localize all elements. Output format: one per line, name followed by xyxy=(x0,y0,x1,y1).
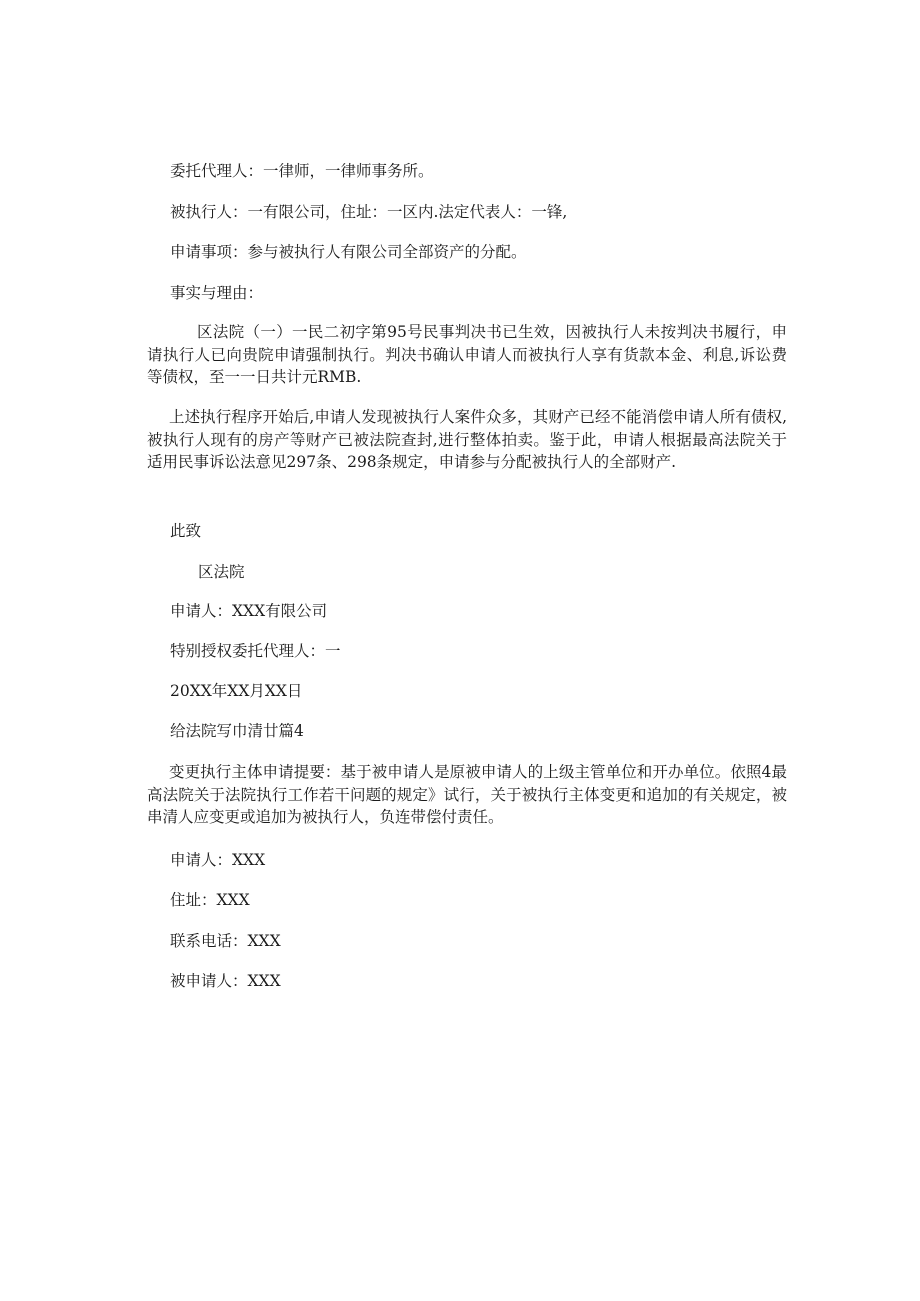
facts-heading: 事实与理由： xyxy=(170,284,264,302)
addressee-line: 区法院 xyxy=(198,563,245,581)
change-paragraph: 变更执行主体申请提要：基于被申请人是原被申请人的上级主管单位和开办单位。依照4最高法院关于法院执行工作若干问题的规定》试行，关于被执行主体变更和追加的有关规定，被串清人应变更或追加为被执行人，负连带偿付责任。 xyxy=(147,763,787,826)
facts-paragraph-2: 上述执行程序开始后,申请人发现被执行人案件众多，其财产已经不能消偿申请人所有债权,被执行人现有的房产等财产已被法院查封,进行整体拍卖。鉴于此，申请人根据最高法院关于适用民事诉讼法意见297条、298条规定，申请参与分配被执行人的全部财产. xyxy=(147,408,787,471)
address-line: 住址：XXX xyxy=(170,891,250,909)
applicant-2-line: 申请人：XXX xyxy=(170,851,266,869)
agent-line: 委托代理人：一律师，一律师事务所。 xyxy=(170,162,434,180)
special-agent-line: 特别授权委托代理人：一 xyxy=(170,642,341,660)
date-line: 20XX年XX月XX日 xyxy=(170,682,303,700)
section-title: 给法院写巾清廿篇4 xyxy=(170,722,304,740)
respondent-line: 被执行人：一有限公司，住址：一区内.法定代表人：一锋, xyxy=(170,203,568,221)
request-item-line: 申请事项：参与被执行人有限公司全部资产的分配。 xyxy=(170,243,527,261)
facts-paragraph-1: 区法院（一）一民二初字第95号民事判决书已生效，因被执行人未按判决书履行，申请执行人已向贵院申请强制执行。判决书确认申请人而被执行人享有货款本金、利息,诉讼费等债权，至一一日共计元RMB. xyxy=(147,323,787,386)
respondent-2-line: 被申请人：XXX xyxy=(170,972,281,990)
phone-line: 联系电话：XXX xyxy=(170,932,281,950)
applicant-line: 申请人：XXX有限公司 xyxy=(170,602,328,620)
closing-line: 此致 xyxy=(170,522,202,540)
